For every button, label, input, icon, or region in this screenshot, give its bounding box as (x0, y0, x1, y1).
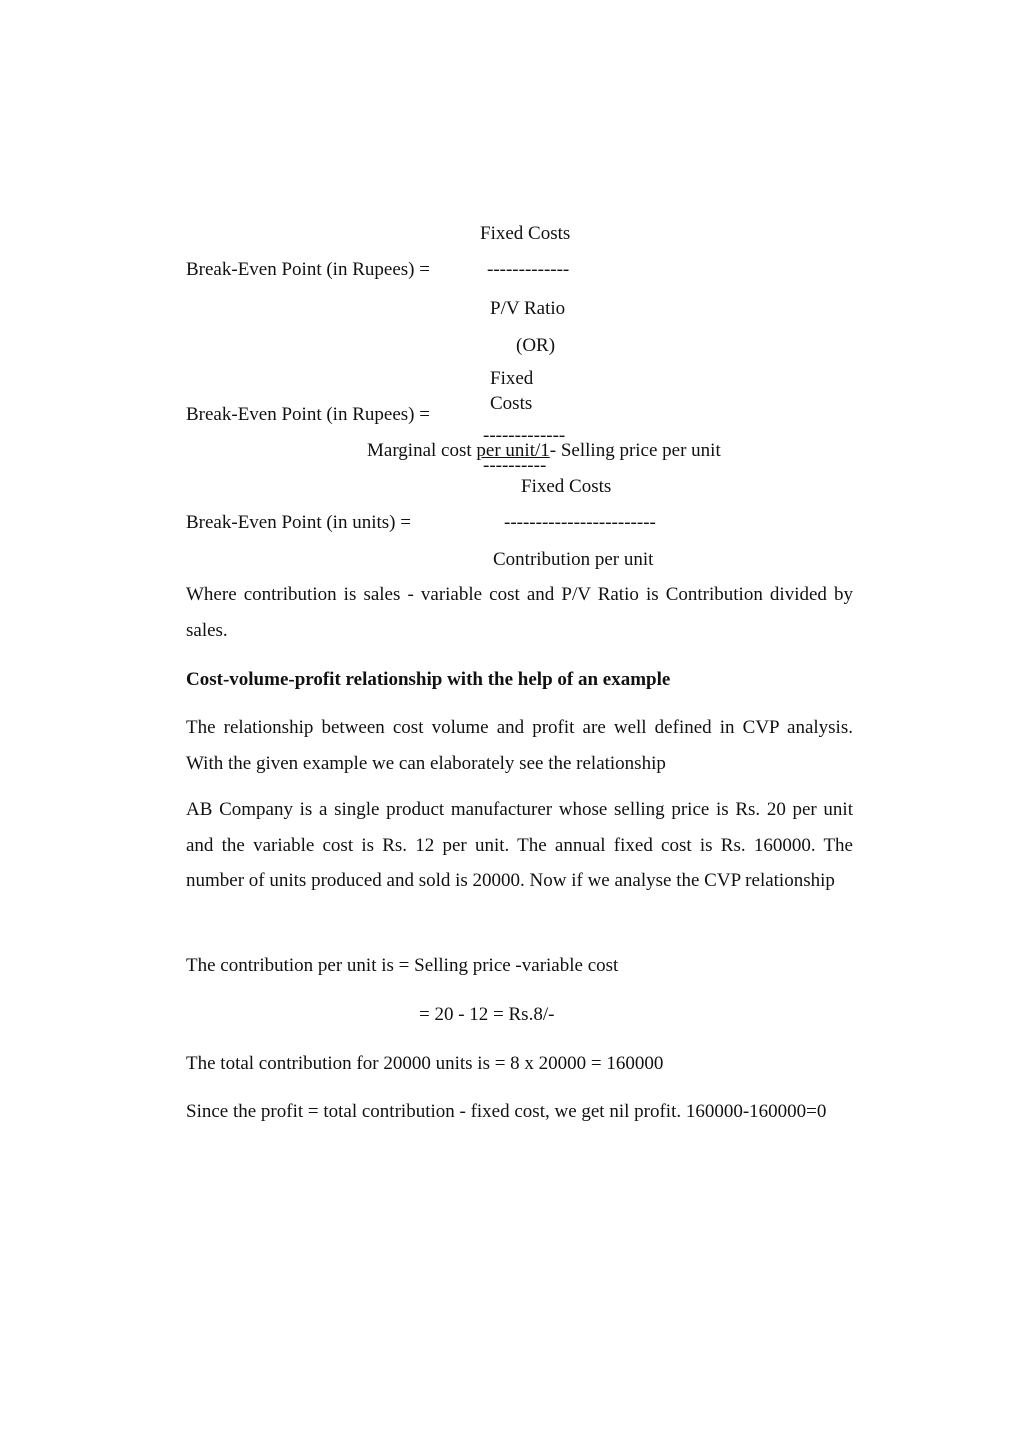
contribution-line: The contribution per unit is = Selling price -variable cost (186, 955, 619, 976)
formula2-denominator-underlined: per unit/1 (476, 440, 550, 461)
formula1-label: Break-Even Point (in Rupees) = (186, 259, 430, 280)
formula2-numerator-line2: Costs (490, 393, 533, 414)
formula2-numerator-line1: Fixed (490, 368, 534, 389)
formula2-divider-top: ------------- (483, 425, 566, 446)
section-heading: Cost-volume-profit relationship with the help of an example (186, 669, 671, 690)
total-contribution-line: The total contribution for 20000 units is = 8 x 20000 = 160000 (186, 1053, 664, 1074)
formula3-numerator: Fixed Costs (521, 476, 612, 497)
formula2-divider-bottom: ---------- (483, 455, 547, 476)
definition-text: Where contribution is sales - variable cost and P/V Ratio is Contribution divided by sales. (186, 584, 853, 641)
paragraph-cvp-intro: The relationship between cost volume and profit are well defined in CVP analysis. With the given example we can elaborately see the relationship (186, 717, 853, 774)
formula1-denominator: P/V Ratio (490, 298, 566, 319)
paragraph-example: AB Company is a single product manufacturer whose selling price is Rs. 20 per unit and the variable cost is Rs. 12 per unit. The annual fixed cost is Rs. 160000. The number of units produced and sold is 20000. Now if we analyse the CVP relationship (186, 799, 853, 891)
or-text: (OR) (516, 335, 556, 356)
formula3-divider: ------------------------ (504, 512, 656, 533)
formula2-denominator-prefix: Marginal cost (367, 440, 477, 461)
paragraph-profit: Since the profit = total contribution - fixed cost, we get nil profit. 160000-160000=0 (186, 1101, 827, 1122)
formula1-numerator: Fixed Costs (480, 223, 571, 244)
formula3-label: Break-Even Point (in units) = (186, 512, 411, 533)
calculation-line: = 20 - 12 = Rs.8/- (419, 1004, 555, 1025)
formula2-label: Break-Even Point (in Rupees) = (186, 404, 430, 425)
formula3-denominator: Contribution per unit (493, 549, 654, 570)
formula1-divider: ------------- (487, 259, 570, 280)
formula2-denominator-suffix: - Selling price per unit (549, 440, 721, 461)
